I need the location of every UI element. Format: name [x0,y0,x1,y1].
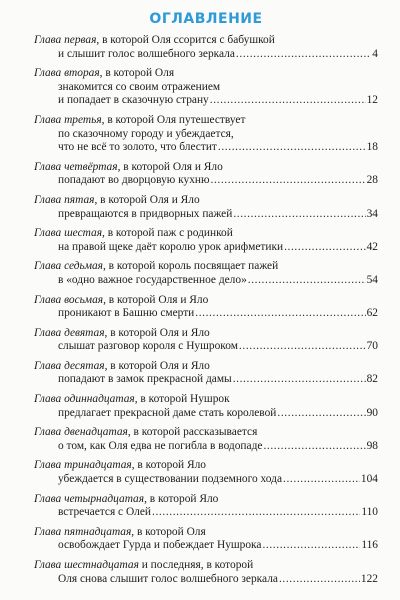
toc-entry-line [34,393,378,407]
toc-entry-line [34,128,378,142]
page-number: 42 [366,240,378,253]
chapter-description: , в которой Оля и Яло [117,160,223,173]
toc-entry-line [34,34,378,48]
toc-entry-line [34,426,378,440]
toc-entry-line [34,526,378,540]
chapter-description: , в которой Оля и Яло [104,326,210,339]
toc-entry-line [34,440,378,454]
dot-leader [283,473,360,487]
dot-leader [277,407,365,421]
chapter-name: Глава двенадцатая [34,426,128,439]
dot-leader [239,340,366,354]
toc-entry [34,459,378,486]
chapter-description: Оля снова слышит голос волшебного зеркала [58,572,278,585]
chapter-description: , в которой рассказывается [127,426,258,439]
toc-entry-line [34,260,378,274]
toc-entry-line [34,459,378,473]
chapter-description: , в которой Оля и Яло [94,193,200,206]
toc-entry [34,161,378,188]
dot-leader [211,174,366,188]
toc-entry-line [34,161,378,175]
dot-leader [263,440,365,454]
chapter-name: Глава вторая [34,67,100,80]
toc-entry [34,194,378,221]
chapter-description: , в которой Оля путешествует [101,113,246,126]
page-number: 62 [366,307,378,320]
toc-entry [34,393,378,420]
toc-entry-line [34,307,378,321]
toc-entry-line [34,473,378,487]
toc-list [34,34,378,586]
toc-entry-line [34,407,378,421]
page-number: 82 [366,373,378,386]
chapter-description: , в которой король посвящает пажей [102,260,279,273]
chapter-description: на правой щеке даёт королю урок арифметики [58,240,284,253]
page-number: 98 [366,439,378,452]
page-number: 122 [360,572,378,585]
chapter-description: в «одно важное государственное дело» [58,273,247,286]
chapter-description: встречается с Олей [58,506,152,519]
chapter-description: и слышит голос волшебного зеркала [58,47,235,60]
toc-entry-line [34,506,378,520]
dot-leader [248,274,366,288]
chapter-description: по сказочному городу и убеждается, [58,127,234,140]
toc-entry-line [34,294,378,308]
toc-entry-line [34,81,378,95]
page-number: 34 [366,207,378,220]
page-number: 90 [366,406,378,419]
chapter-name: Глава шестнадцатая [34,559,139,571]
chapter-description: , в которой Оля [99,67,175,80]
toc-entry [34,360,378,387]
dot-leader [233,208,365,222]
chapter-description: предлагает прекрасной даме стать королевой [58,406,277,419]
dot-leader [152,506,360,520]
dot-leader [218,141,366,155]
toc-entry [34,34,378,61]
page-number: 104 [360,473,378,486]
toc-entry [34,426,378,453]
chapter-description: превращаются в придворных пажей [58,207,233,220]
toc-entry-line [34,194,378,208]
chapter-name: Глава девятая [34,326,105,339]
toc-entry-line [34,48,378,62]
toc-entry-line [34,141,378,155]
chapter-name: Глава одиннадцатая [34,393,135,406]
chapter-name: Глава восьмая [34,293,104,306]
toc-entry [34,114,378,155]
dot-leader [233,373,366,387]
toc-entry [34,327,378,354]
dot-leader [284,241,366,255]
toc-entry [34,260,378,287]
page-number: 116 [361,539,378,552]
chapter-description: о том, как Оля едва не погибла в водопаде [58,439,263,452]
chapter-name: Глава десятая [34,359,105,372]
dot-leader [236,48,371,62]
chapter-description: , в которой Яло [131,459,206,472]
page-title: ОГЛАВЛЕНИЕ [149,11,263,27]
chapter-description: проникают в Башню смерти [58,307,195,320]
page-number: 18 [366,141,378,154]
chapter-description: , в которой Оля [131,525,206,538]
chapter-description: , в которой паж с родинкой [102,227,233,240]
dot-leader [195,307,365,321]
toc-entry-line [34,573,378,587]
chapter-name: Глава третья [34,113,102,126]
toc-entry [34,294,378,321]
toc-entry-line [34,539,378,553]
chapter-description: освобождает Гурда и побеждает Нушрока [58,539,262,552]
chapter-description: слышат разговор короля с Нушроком [58,340,238,353]
page-number: 12 [366,94,378,107]
toc-entry [34,559,378,586]
chapter-name: Глава шестая [34,227,102,240]
page-number: 4 [372,47,378,60]
chapter-description: попадают в замок прекрасной дамы [58,373,232,386]
toc-entry-line [34,94,378,108]
chapter-description: , в которой Оля и Яло [104,359,210,372]
chapter-name: Глава пятая [34,193,95,206]
chapter-name: Глава седьмая [34,260,103,273]
page-number: 70 [366,340,378,353]
toc-entry-line [34,174,378,188]
toc-entry-line [34,208,378,222]
chapter-name: Глава четвёртая [34,160,118,173]
toc-entry-line [34,493,378,507]
dot-leader [210,94,366,108]
toc-entry-line [34,340,378,354]
chapter-description: и последняя, в которой [138,559,254,571]
chapter-name: Глава тринадцатая [34,459,132,472]
toc-entry [34,493,378,520]
chapter-name: Глава первая [34,34,97,46]
chapter-description: что не всё то золото, что блестит [58,141,217,154]
page-number: 28 [366,174,378,187]
page-number: 110 [361,506,378,519]
chapter-description: , в которой Оля и Яло [103,293,209,306]
chapter-description: знакомится со своим отражением [58,80,221,93]
chapter-description: и попадает в сказочную страну [58,94,209,107]
dot-leader [279,573,360,587]
toc-entry [34,526,378,553]
chapter-description: попадают во дворцовую кухню [58,174,210,187]
chapter-name: Глава четырнадцатая [34,492,145,505]
chapter-description: , в которой Оля ссорится с бабушкой [96,34,275,46]
toc-entry-line [34,227,378,241]
page-number: 54 [366,273,378,286]
toc-entry-line [34,274,378,288]
toc-entry [34,227,378,254]
toc-entry-line [34,67,378,81]
toc-entry-line [34,360,378,374]
toc-entry-line [34,114,378,128]
chapter-description: , в которой Яло [144,492,219,505]
toc-entry-line [34,327,378,341]
toc-entry [34,67,378,108]
chapter-description: , в которой Нушрок [134,393,230,406]
toc-entry-line [34,559,378,573]
toc-entry-line [34,373,378,387]
toc-entry-line [34,241,378,255]
chapter-description: убеждается в существовании подземного хода [58,473,283,486]
chapter-name: Глава пятнадцатая [34,525,132,538]
dot-leader [262,539,360,553]
